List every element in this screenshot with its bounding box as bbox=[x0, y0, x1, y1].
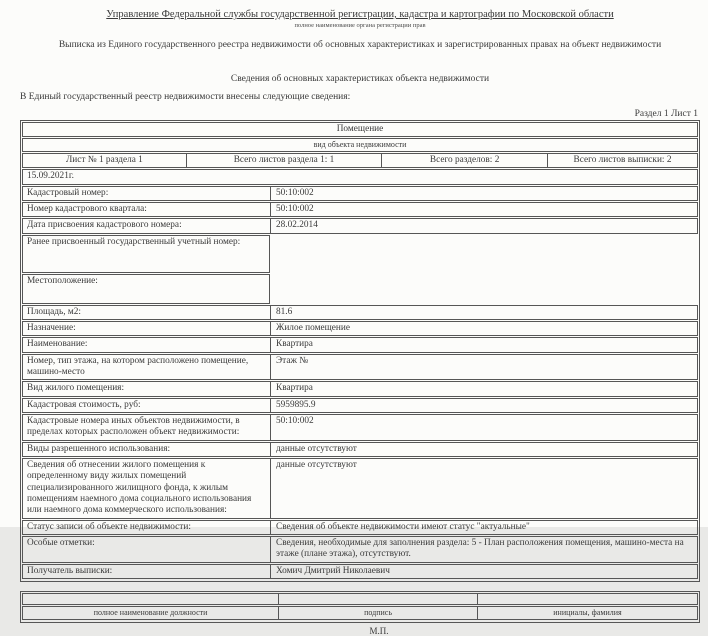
row-value: Сведения об объекте недвижимости имеют статус "актуальные" bbox=[276, 521, 530, 532]
org-caption: полное наименование органа регистрации прав bbox=[294, 22, 426, 30]
section-sheet-ref: Раздел 1 Лист 1 bbox=[634, 109, 698, 120]
signature-table bbox=[20, 591, 700, 623]
main-table bbox=[20, 120, 700, 582]
row-label: Кадастровый номер: bbox=[23, 187, 271, 200]
table-row-other-objects bbox=[22, 414, 698, 441]
signature-position-label: полное наименование должности bbox=[23, 607, 279, 619]
row-label: Площадь, м2: bbox=[23, 306, 271, 319]
table-row-recipient bbox=[22, 564, 698, 579]
sheet-info-cell: Всего листов раздела 1: 1 bbox=[187, 154, 382, 167]
row-label: Ранее присвоенный государственный учетный номер: bbox=[22, 235, 270, 273]
row-label: Кадастровая стоимость, руб: bbox=[23, 399, 271, 412]
row-label: Местоположение: bbox=[22, 274, 270, 304]
row-label: Виды разрешенного использования: bbox=[23, 443, 271, 456]
signature-blank-cell bbox=[478, 594, 697, 604]
stamp-mark: М.П. bbox=[369, 625, 389, 636]
row-value-redacted bbox=[270, 274, 698, 304]
intro-line: В Единый государственный реестр недвижимости внесены следующие сведения: bbox=[20, 92, 351, 103]
doc-title: Выписка из Единого государственного реестра недвижимости об основных характеристиках и зарегистрированных правах на объект недвижимости bbox=[58, 40, 662, 51]
row-value: 28.02.2014 bbox=[276, 220, 318, 231]
table-row-cadastral-value bbox=[22, 398, 698, 413]
signature-sign-label: подпись bbox=[279, 607, 478, 619]
row-value: 5959895.9 bbox=[276, 399, 316, 410]
row-value: 50:10:002 bbox=[276, 187, 314, 198]
table-row-location bbox=[22, 274, 698, 304]
table-row-record-status bbox=[22, 520, 698, 535]
row-label: Кадастровые номера иных объектов недвижимости, в пределах которых расположен объект недвижимости: bbox=[23, 415, 271, 440]
sheet-info-cell: Всего листов выписки: 2 bbox=[573, 155, 672, 166]
org-name: Управление Федеральной службы государственной регистрации, кадастра и картографии по Московской области bbox=[106, 9, 614, 20]
row-value-redacted bbox=[270, 235, 698, 273]
row-value: 50:10:002 bbox=[276, 204, 314, 215]
row-label: Статус записи об объекте недвижимости: bbox=[23, 521, 271, 534]
table-row-cadastral-number bbox=[22, 186, 698, 201]
signature-blank-row bbox=[22, 593, 698, 605]
row-value: Этаж № bbox=[276, 355, 309, 366]
row-value: Квартира bbox=[276, 383, 313, 394]
table-row-floor bbox=[22, 354, 698, 381]
row-label: Дата присвоения кадастрового номера: bbox=[23, 219, 271, 232]
row-label: Номер кадастрового квартала: bbox=[23, 203, 271, 216]
row-label: Назначение: bbox=[23, 322, 271, 335]
signature-labels-row bbox=[22, 606, 698, 620]
table-row-permitted-use bbox=[22, 442, 698, 457]
row-value: данные отсутствуют bbox=[276, 443, 357, 454]
table-row-name bbox=[22, 337, 698, 352]
signature-initials-label: инициалы, фамилия bbox=[553, 608, 622, 618]
table-row-assignment-date bbox=[22, 218, 698, 233]
row-value: 81.6 bbox=[276, 306, 293, 317]
row-label: Особые отметки: bbox=[23, 537, 271, 562]
sheet-info-cell: Лист № 1 раздела 1 bbox=[23, 154, 187, 167]
table-row-area bbox=[22, 305, 698, 320]
object-type: Помещение bbox=[22, 122, 698, 137]
signature-blank-cell bbox=[279, 594, 478, 604]
row-label: Наименование: bbox=[23, 338, 271, 351]
signature-blank-cell bbox=[23, 594, 279, 604]
sheet-info-row bbox=[22, 153, 698, 168]
table-row-previous-number bbox=[22, 235, 698, 273]
table-row-dwelling-type bbox=[22, 381, 698, 396]
row-value: Жилое помещение bbox=[276, 323, 350, 334]
row-label: Вид жилого помещения: bbox=[23, 382, 271, 395]
extract-date: 15.09.2021г. bbox=[22, 169, 698, 184]
table-row-special-fund bbox=[22, 458, 698, 519]
table-row-purpose bbox=[22, 321, 698, 336]
table-row-quarter-number bbox=[22, 202, 698, 217]
row-value: данные отсутствуют bbox=[276, 460, 357, 471]
row-label: Получатель выписки: bbox=[23, 565, 271, 578]
object-type-caption: вид объекта недвижимости bbox=[22, 138, 698, 152]
sheet-info-cell: Всего разделов: 2 bbox=[382, 154, 548, 167]
row-label: Номер, тип этажа, на котором расположено помещение, машино-место bbox=[23, 355, 271, 380]
row-label: Сведения об отнесении жилого помещения к определенному виду жилых помещений специализированного жилищного фонда, к жилым помещениям наемного дома социального использования или наемного дома коммерческого использования: bbox=[23, 459, 271, 518]
row-value: Хомич Дмитрий Николаевич bbox=[276, 565, 390, 576]
row-value: Квартира bbox=[276, 339, 313, 350]
section-title: Сведения об основных характеристиках объекта недвижимости bbox=[230, 74, 490, 85]
row-value: 50:10:002 bbox=[276, 416, 314, 427]
row-value: Сведения, необходимые для заполнения раздела: 5 - План расположения помещения, машино-места на этаже (плане этажа), отсутствуют. bbox=[276, 538, 684, 560]
table-row-special-notes bbox=[22, 536, 698, 563]
